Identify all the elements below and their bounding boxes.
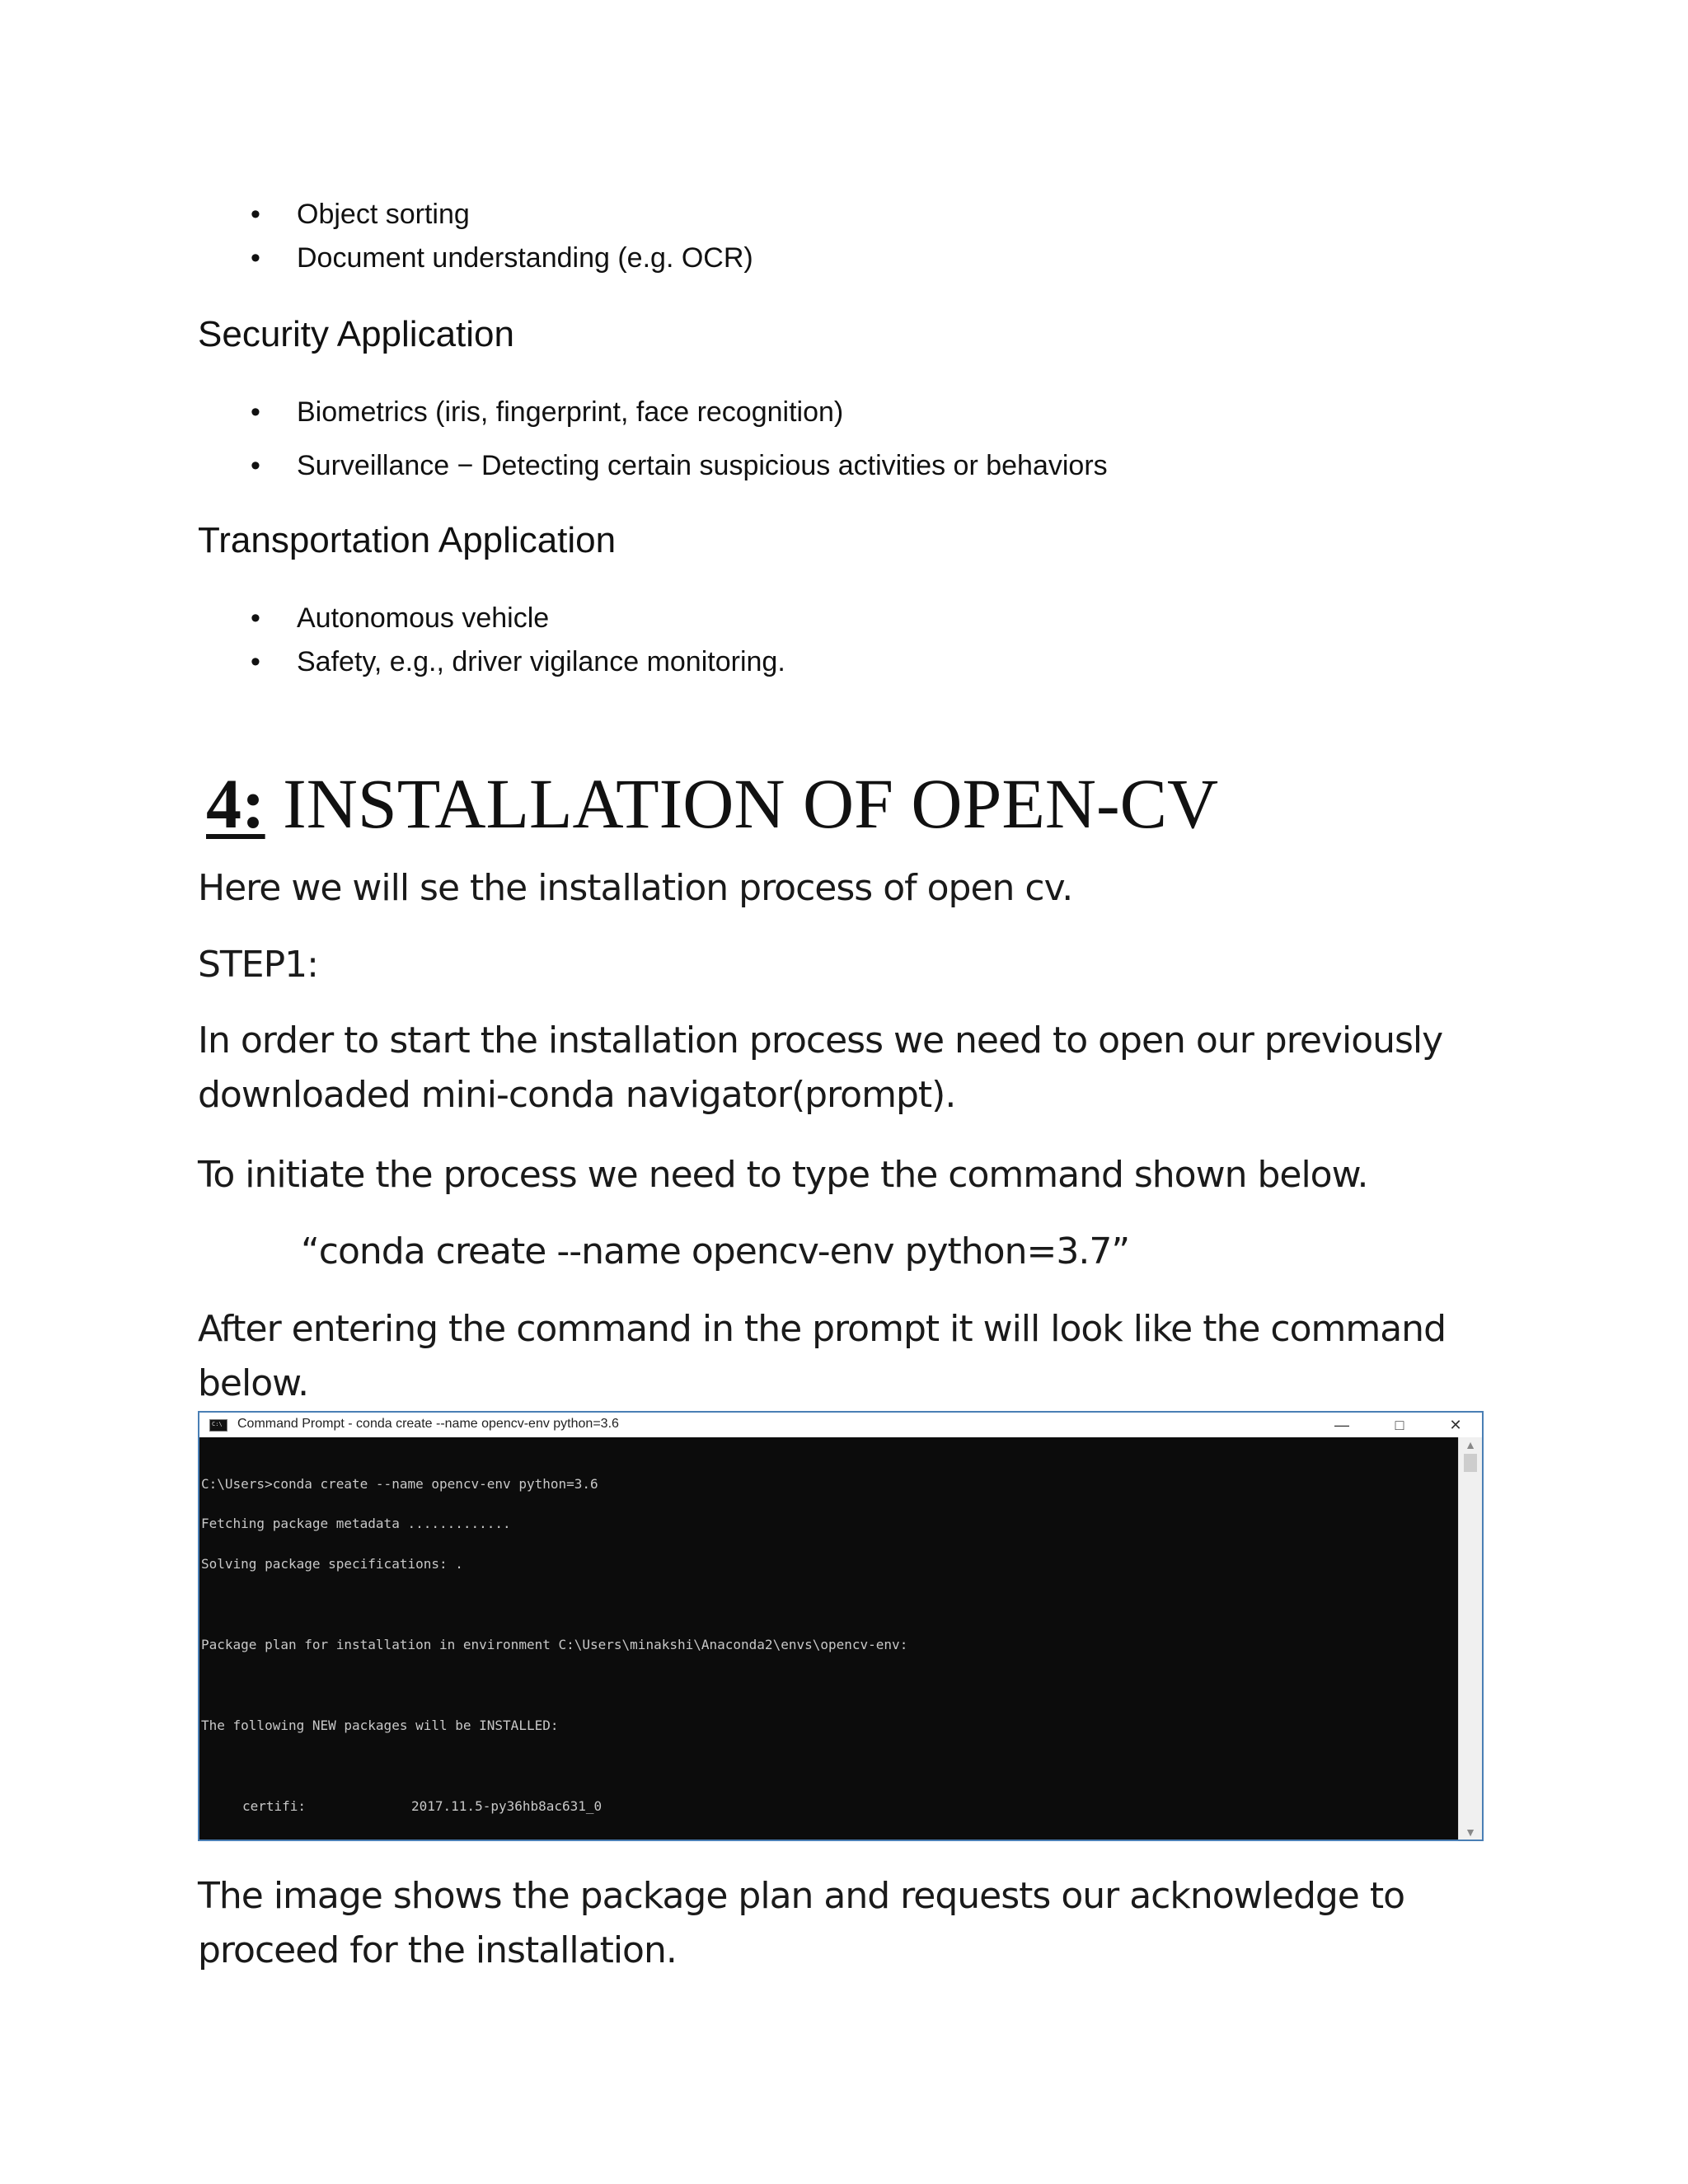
command-text: “conda create --name opencv-env python=3.7” <box>301 1230 1130 1272</box>
list-item: • Surveillance − Detecting certain suspicious activities or behaviors <box>297 449 1108 482</box>
list-item: • Biometrics (iris, fingerprint, face recognition) <box>297 396 843 429</box>
intro-paragraph: Here we will se the installation process of open cv. <box>198 867 1073 909</box>
terminal-line <box>201 1598 1459 1611</box>
terminal-line: Fetching package metadata ............. <box>201 1516 511 1532</box>
terminal-line: C:\Users>conda create --name opencv-env python=3.6 <box>201 1475 598 1492</box>
minimize-icon[interactable]: — <box>1334 1417 1349 1433</box>
window-titlebar <box>199 1413 1482 1437</box>
terminal-line <box>201 1679 1459 1692</box>
list-item: • Autonomous vehicle <box>297 602 549 635</box>
initiate-paragraph: To initiate the process we need to type the command shown below. <box>198 1154 1368 1196</box>
maximize-icon[interactable]: □ <box>1395 1417 1404 1433</box>
open-prompt-paragraph: In order to start the installation process we need to open our previously downloaded mini-conda navigator(prompt). <box>198 1019 1443 1116</box>
list-item: • Document understanding (e.g. OCR) <box>297 241 753 274</box>
step-label: STEP1: <box>198 944 318 986</box>
section-heading <box>206 762 1218 845</box>
terminal-line <box>201 1760 1459 1773</box>
terminal-line: Solving package specifications: . <box>201 1556 463 1572</box>
package-name: certifi: <box>242 1797 307 1814</box>
vertical-scrollbar[interactable] <box>1458 1437 1482 1840</box>
caption-paragraph: The image shows the package plan and requests our acknowledge to proceed for the installation. <box>198 1875 1405 1971</box>
package-version: 2017.11.5-py36hb8ac631_0 <box>411 1797 603 1814</box>
window-title: Command Prompt - conda create --name opencv-env python=3.6 <box>237 1417 619 1431</box>
scroll-thumb[interactable] <box>1464 1454 1477 1472</box>
close-icon[interactable]: ✕ <box>1449 1417 1462 1433</box>
scroll-down-icon[interactable]: ▼ <box>1465 1825 1476 1839</box>
terminal-line: Package plan for installation in environment C:\Users\minakshi\Anaconda2\envs\opencv-env: <box>201 1637 908 1653</box>
security-heading: Security Application <box>198 314 514 354</box>
terminal-line: The following NEW packages will be INSTALLED: <box>201 1717 559 1733</box>
package-version <box>411 1839 570 1840</box>
section-number: 4: <box>206 764 265 843</box>
terminal-output <box>199 1437 1459 1840</box>
package-row <box>201 1797 1459 1814</box>
list-item: • Safety, e.g., driver vigilance monitoring. <box>297 645 785 678</box>
transportation-heading: Transportation Application <box>198 520 617 560</box>
section-title: INSTALLATION OF OPEN-CV <box>265 764 1219 843</box>
cmd-icon <box>209 1419 227 1432</box>
scroll-up-icon[interactable]: ▲ <box>1465 1438 1476 1451</box>
after-paragraph: After entering the command in the prompt it will look like the command below. <box>198 1308 1446 1404</box>
list-item: • Object sorting <box>297 198 470 231</box>
command-prompt-window <box>198 1411 1484 1841</box>
